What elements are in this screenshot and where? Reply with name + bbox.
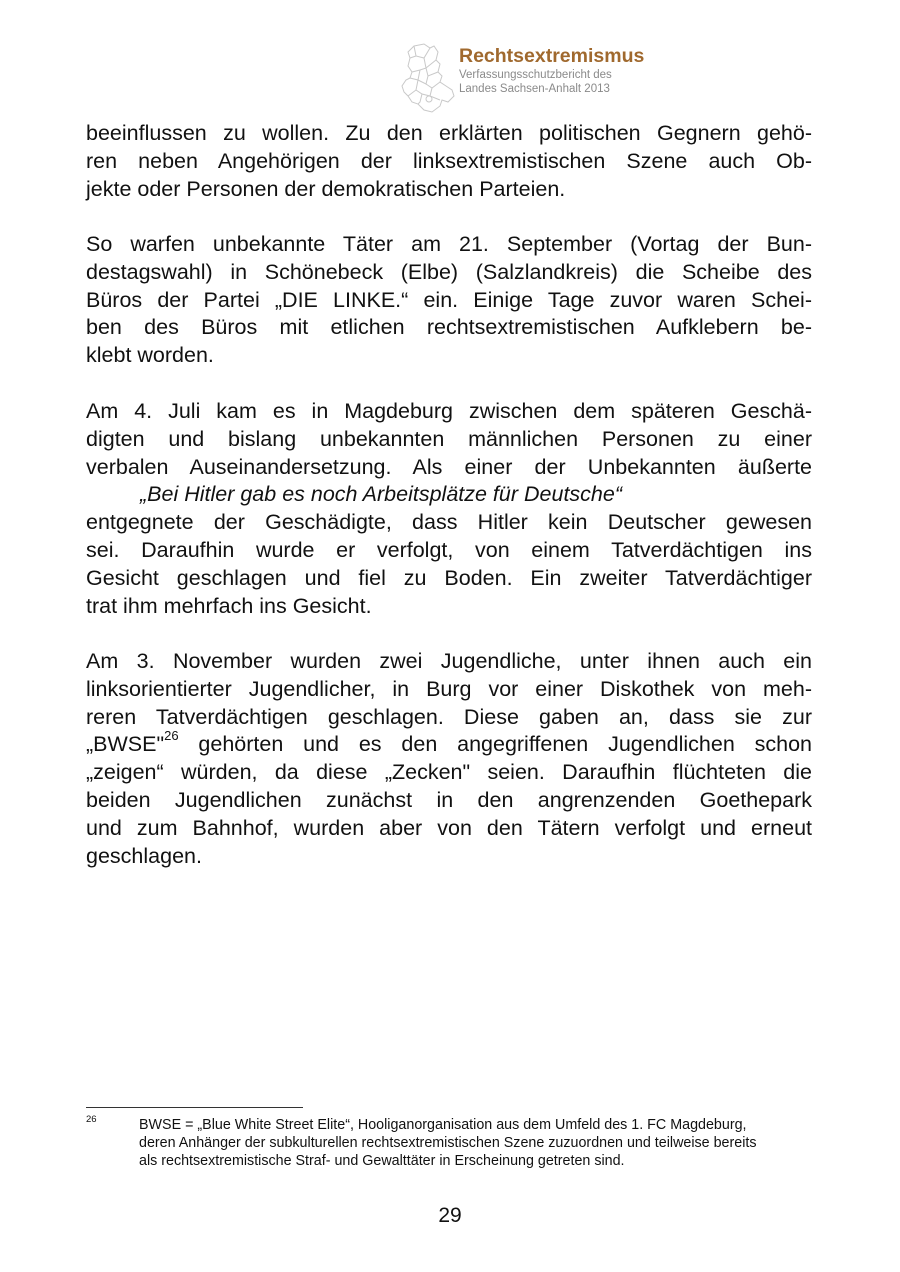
text-line: geschlagen. [86, 843, 202, 868]
text-line: Büros der Partei „DIE LINKE.“ ein. Einige Tage zuvor waren Schei- [86, 287, 812, 312]
text-line: verbalen Auseinandersetzung. Als einer der Unbekannten äußerte [86, 454, 812, 479]
text-line: und zum Bahnhof, wurden aber von den Tätern verfolgt und erneut [86, 815, 812, 840]
text-line: linksorientierter Jugendlicher, in Burg vor einer Diskothek von meh- [86, 676, 812, 701]
footnote-line: deren Anhänger der subkulturellen rechtsextremistischen Szene zuzuordnen und teilweise bereits [139, 1135, 757, 1151]
footnote-line: BWSE = „Blue White Street Elite“, Hooliganorganisation aus dem Umfeld des 1. FC Magdeburg, [139, 1117, 747, 1133]
text-line: Gesicht geschlagen und fiel zu Boden. Ein zweiter Tatverdächtiger [86, 565, 812, 590]
footnote-reference[interactable]: 26 [164, 728, 179, 744]
text-line: ren neben Angehörigen der linksextremistischen Szene auch Ob- [86, 148, 812, 173]
page-number: 29 [438, 1204, 462, 1227]
text-line: So warfen unbekannte Täter am 21. September (Vortag der Bun- [86, 232, 812, 256]
text-line: entgegnete der Geschädigte, dass Hitler kein Deutscher gewesen [86, 510, 812, 535]
text-line: trat ihm mehrfach ins Gesicht. [86, 593, 372, 618]
paragraph-burg-incident [86, 648, 812, 870]
report-subtitle-line1: Verfassungsschutzbericht des [459, 69, 612, 81]
text-line: jekte oder Personen der demokratischen Parteien. [86, 176, 566, 201]
text-line: „zeigen“ würden, da diese „Zecken" seien. Daraufhin flüchteten die [86, 760, 812, 785]
text-line: destagswahl) in Schönebeck (Elbe) (Salzlandkreis) die Scheibe des [86, 259, 812, 284]
report-title: Rechtsextremismus [459, 45, 645, 67]
paragraph-magdeburg-incident [86, 398, 812, 620]
page-header [396, 42, 696, 116]
text-line: Am 4. Juli kam es in Magdeburg zwischen dem späteren Geschä- [86, 399, 812, 423]
footnote-separator [86, 1107, 303, 1108]
saxony-anhalt-map-icon [396, 42, 458, 114]
paragraph-schoenebeck-incident [86, 231, 812, 370]
paragraph-political-opponents [86, 120, 812, 203]
text-line: digten und bislang unbekannten männlichen Personen zu einer [86, 426, 812, 451]
text-line: Am 3. November wurden zwei Jugendliche, unter ihnen auch ein [86, 649, 812, 673]
footnote-number: 26 [86, 1114, 97, 1125]
bwse-term: „BWSE" [86, 732, 165, 757]
report-subtitle-line2: Landes Sachsen-Anhalt 2013 [459, 83, 610, 95]
text-fragment: gehörten und es den angegriffenen Jugendlichen schon [178, 732, 812, 757]
text-line: beiden Jugendlichen zunächst in den angrenzenden Goethepark [86, 787, 812, 812]
quotation: „Bei Hitler gab es noch Arbeitsplätze für Deutsche“ [140, 482, 622, 507]
text-line: sei. Daraufhin wurde er verfolgt, von einem Tatverdächtigen ins [86, 537, 812, 562]
text-line: beeinflussen zu wollen. Zu den erklärten politischen Gegnern gehö- [86, 121, 812, 145]
text-line: reren Tatverdächtigen geschlagen. Diese gaben an, dass sie zur [86, 704, 812, 729]
text-line-with-footnote-ref [86, 728, 812, 759]
footnote-text [139, 1116, 809, 1170]
text-line: ben des Büros mit etlichen rechtsextremistischen Aufklebern be- [86, 315, 812, 340]
footnote-line: als rechtsextremistische Straf- und Gewalttäter in Erscheinung getreten sind. [139, 1153, 625, 1169]
text-line: klebt worden. [86, 343, 214, 368]
